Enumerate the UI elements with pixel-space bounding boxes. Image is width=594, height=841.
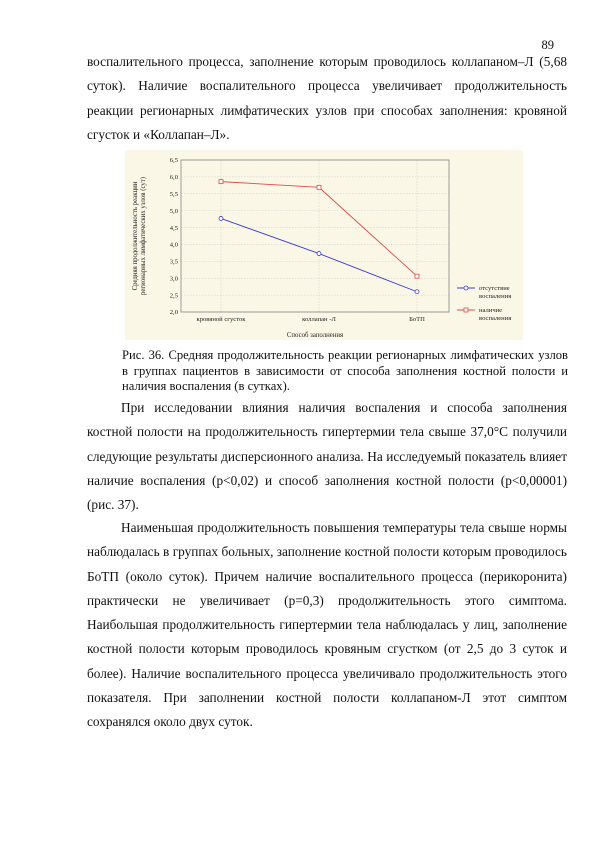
data-point xyxy=(317,185,321,189)
y-tick-label: 3,5 xyxy=(169,258,178,266)
legend-label-line1: наличие xyxy=(479,307,503,314)
paragraph-1 xyxy=(87,396,567,517)
chart-legend xyxy=(457,285,511,322)
legend-marker xyxy=(464,308,468,312)
data-point xyxy=(219,180,223,184)
y-tick-label: 4,0 xyxy=(169,241,178,249)
x-tick-label: БоТП xyxy=(409,316,425,323)
legend-label-line2: воспаления xyxy=(479,293,512,300)
data-point xyxy=(317,252,321,256)
y-tick-label: 5,5 xyxy=(169,190,178,198)
x-axis-title: Способ заполнения xyxy=(286,332,344,339)
paragraph-2-text: Наименьшая продолжительность повышения температуры тела свыше нормы наблюдалась в группах больных, заполнение костной полости которым проводилось БоТП (около суток). Причем наличие воспалительного процесса (перикоронита) практически не увеличивает (p=0,3) продолжительность этого симптома. Наибольшая продолжительность гипертермии тела наблюдалась у лиц, заполнение костной полости которым проводилось кровяным сгустком (от 2,5 до 3 суток и более). Наличие воспалительного процесса увеличивало продолжительность этого показателя. При заполнении костной полости коллапаном-Л этот симптом сохранялся около двух суток. xyxy=(87,520,567,730)
legend-marker xyxy=(464,286,468,290)
legend-label-line1: отсутствие xyxy=(479,285,510,292)
figure-caption: Рис. 36. Средняя продолжительность реакции регионарных лимфатических узлов в группах пациентов в зависимости от способа заполнения костной полости и наличия воспаления (в сутках). xyxy=(122,348,568,394)
y-tick-label: 2,5 xyxy=(169,292,178,300)
y-tick-label: 6,0 xyxy=(169,174,178,182)
y-axis-title-line1: Средняя продолжительность реакции xyxy=(132,181,139,291)
line-chart xyxy=(125,150,523,340)
page-number: 89 xyxy=(541,38,554,52)
paragraph-1-text: При исследовании влияния наличия воспаления и способа заполнения костной полости на продолжительность гипертермии тела свыше 37,0°С получили следующие результаты дисперсионного анализа. На исследуемый показатель влияет наличие воспаления (p<0,02) и способ заполнения костной полости (p<0,00001) (рис. 37). xyxy=(87,400,567,513)
data-point xyxy=(219,216,223,220)
y-tick-label: 5,0 xyxy=(169,207,178,215)
legend-label-line2: воспаления xyxy=(479,315,512,322)
paragraph-2 xyxy=(87,516,567,735)
top-paragraph: воспалительного процесса, заполнение которым проводилось коллапаном–Л (5,68 суток). Наличие воспалительного процесса увеличивает продолжительность реакции регионарных лимфатических узлов при способах заполнения: кровяной сгусток и «Коллапан–Л». xyxy=(87,54,567,142)
chart-axes xyxy=(170,157,425,323)
x-tick-label: коллапан -Л xyxy=(302,316,336,323)
y-axis-title xyxy=(132,177,147,295)
y-tick-label: 2,0 xyxy=(169,309,178,317)
y-tick-label: 3,0 xyxy=(169,275,178,283)
data-point xyxy=(415,274,419,278)
y-tick-label: 6,5 xyxy=(169,157,178,165)
figure-chart xyxy=(125,150,523,340)
y-tick-label: 4,5 xyxy=(169,224,178,232)
x-tick-label: кровяной сгусток xyxy=(196,316,246,323)
data-point xyxy=(415,290,419,294)
y-axis-title-line2: регионарных лимфатических узлов (сут) xyxy=(140,176,147,296)
